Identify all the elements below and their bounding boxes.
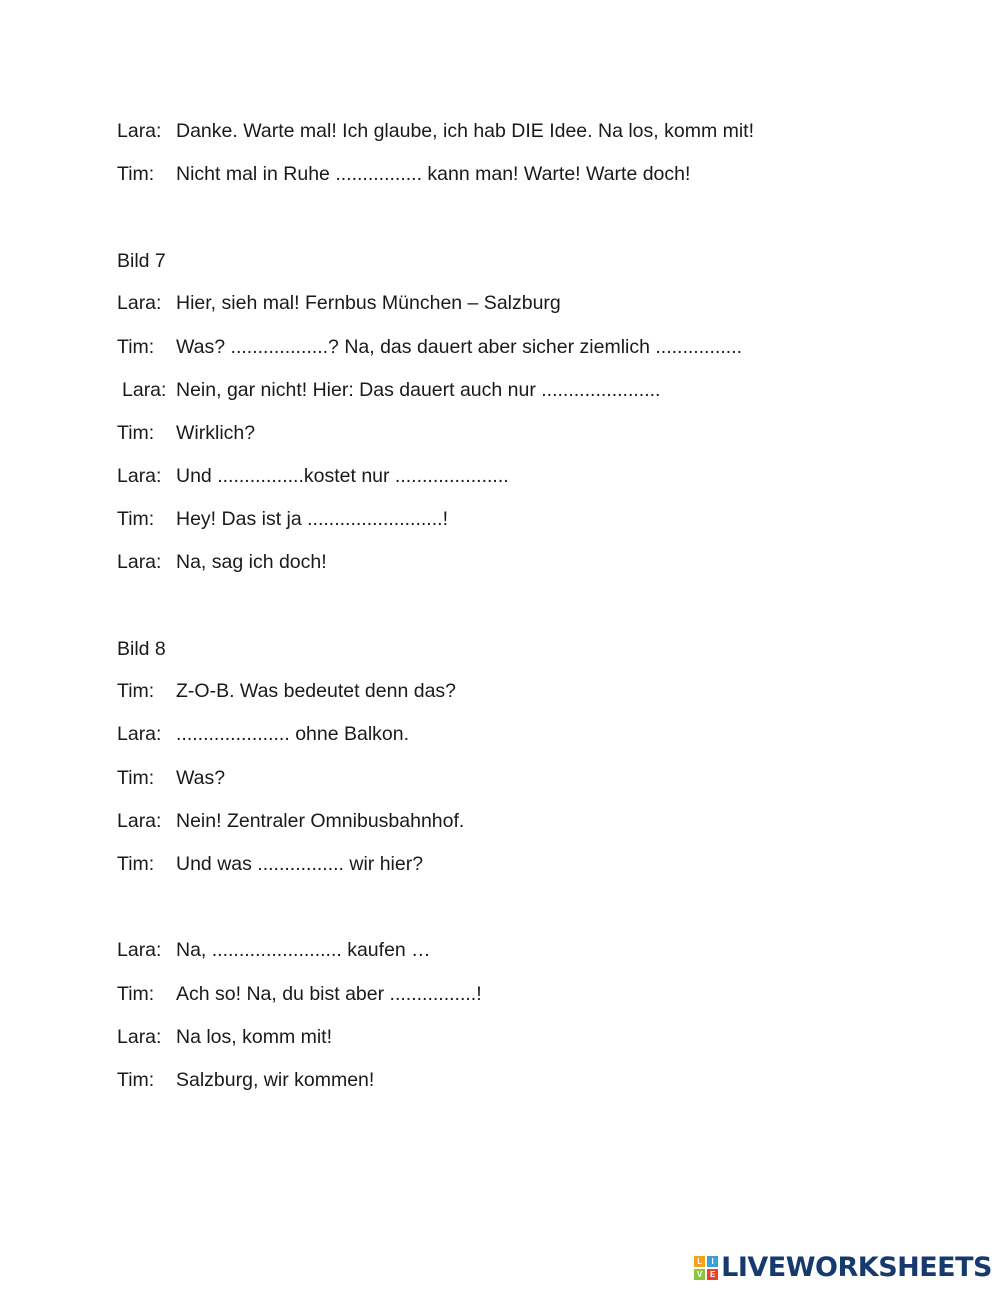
- dialogue-text: Z-O-B. Was bedeutet denn das?: [176, 680, 457, 702]
- speaker-label: Lara:: [117, 939, 162, 961]
- dialogue-line: [117, 507, 448, 531]
- dialogue-line: [117, 162, 690, 186]
- dialogue-text: Was? ..................? Na, das dauert aber sicher ziemlich ................: [176, 336, 743, 358]
- dialogue-line: [117, 982, 482, 1006]
- dialogue-line: [117, 291, 561, 315]
- dialogue-text: Na los, komm mit!: [176, 1026, 333, 1048]
- speaker-label: Lara:: [117, 810, 162, 832]
- speaker-label: Lara:: [117, 120, 162, 142]
- section-heading-bild-7: Bild 7: [117, 250, 166, 272]
- speaker-label: Tim:: [117, 680, 155, 702]
- dialogue-line: [117, 119, 754, 143]
- liveworksheets-logo: [694, 1253, 992, 1283]
- dialogue-line: [117, 722, 409, 746]
- speaker-label: Tim:: [117, 508, 155, 530]
- dialogue-line: [117, 1068, 374, 1092]
- dialogue-line: [117, 464, 509, 488]
- dialogue-text: Hey! Das ist ja .........................!: [176, 508, 448, 530]
- dialogue-text: Na, ........................ kaufen …: [176, 939, 431, 961]
- dialogue-text: Nein, gar nicht! Hier: Das dauert auch nur ......................: [176, 379, 661, 401]
- dialogue-line: [117, 421, 255, 445]
- dialogue-text: Was?: [176, 767, 226, 789]
- speaker-label: Lara:: [117, 551, 162, 573]
- dialogue-line: [117, 550, 327, 574]
- dialogue-text: Danke. Warte mal! Ich glaube, ich hab DIE Idee. Na los, komm mit!: [176, 120, 755, 142]
- logo-block: I: [707, 1256, 718, 1267]
- dialogue-text: Wirklich?: [176, 422, 256, 444]
- speaker-label: Lara:: [117, 1026, 162, 1048]
- speaker-label: Tim:: [117, 767, 155, 789]
- dialogue-line: [117, 809, 464, 833]
- speaker-label: Lara:: [117, 292, 162, 314]
- dialogue-text: Na, sag ich doch!: [176, 551, 327, 573]
- dialogue-line: [117, 335, 742, 359]
- dialogue-text: Nein! Zentraler Omnibusbahnhof.: [176, 810, 465, 832]
- dialogue-line: [117, 766, 225, 790]
- dialogue-line: [117, 1025, 332, 1049]
- speaker-label: Lara:: [122, 379, 167, 401]
- dialogue-text: Und ................kostet nur .....................: [176, 465, 509, 487]
- logo-text: LIVEWORKSHEETS: [721, 1252, 992, 1283]
- dialogue-line: [117, 679, 456, 703]
- speaker-label: Tim:: [117, 422, 155, 444]
- dialogue-text: Hier, sieh mal! Fernbus München – Salzburg: [176, 292, 561, 314]
- section-heading-bild-8: Bild 8: [117, 638, 166, 660]
- logo-block: V: [694, 1269, 705, 1280]
- speaker-label: Lara:: [117, 465, 162, 487]
- speaker-label: Lara:: [117, 723, 162, 745]
- speaker-label: Tim:: [117, 163, 155, 185]
- dialogue-text: ..................... ohne Balkon.: [176, 723, 410, 745]
- logo-block: E: [707, 1269, 718, 1280]
- logo-icon: [694, 1256, 718, 1280]
- dialogue-text: Salzburg, wir kommen!: [176, 1069, 375, 1091]
- logo-block: L: [694, 1256, 705, 1267]
- speaker-label: Tim:: [117, 853, 155, 875]
- speaker-label: Tim:: [117, 983, 155, 1005]
- dialogue-line: [117, 938, 431, 962]
- dialogue-text: Und was ................ wir hier?: [176, 853, 424, 875]
- dialogue-line: [117, 378, 660, 402]
- speaker-label: Tim:: [117, 1069, 155, 1091]
- dialogue-line: [117, 852, 423, 876]
- dialogue-text: Ach so! Na, du bist aber ................!: [176, 983, 482, 1005]
- dialogue-text: Nicht mal in Ruhe ................ kann man! Warte! Warte doch!: [176, 163, 691, 185]
- speaker-label: Tim:: [117, 336, 155, 358]
